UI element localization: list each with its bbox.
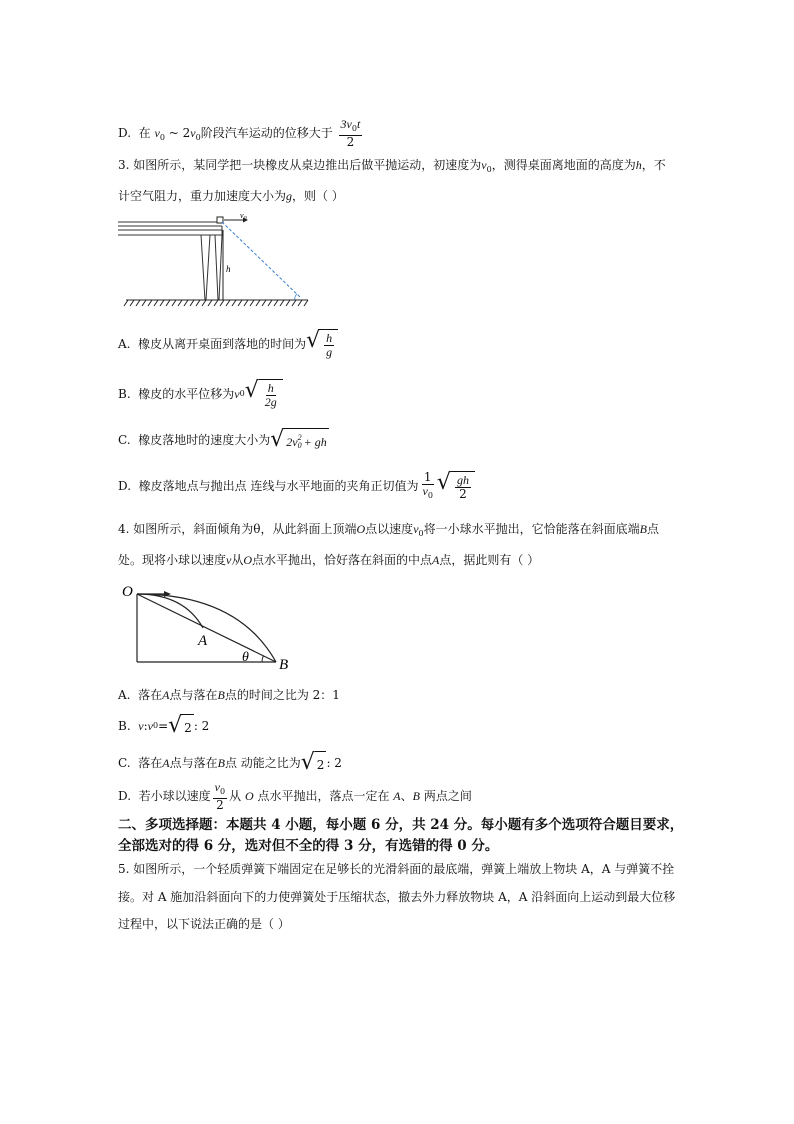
b-label: B (279, 657, 289, 672)
q3-option-a: A. 橡皮从离开桌面到落地的时间为 √ $\frac{h}{g}$ (118, 326, 338, 362)
q4-incline-figure (118, 580, 298, 672)
section-2-heading-line-2: 全部选对的得 6 分，选对但不全的得 3 分，有选错的得 0 分。 (118, 838, 499, 854)
q3-stem-line-2: 计空气阻力，重力加速度大小为g，则（ ） (118, 189, 344, 203)
table (118, 222, 222, 300)
sqrt-expression: √ 2v 2 0 + gh (270, 427, 327, 452)
angle-arc (295, 294, 297, 300)
q4-option-c: C. 落在 A 点与落在 B 点 动能之比为 √ 2 : 2 (118, 750, 342, 775)
section-2-heading-line-1: 二、多项选择题：本题共 4 小题，每小题 6 分，共 24 分。每小题有多个选项符合题目要求， (118, 817, 684, 833)
sqrt-expression: √ 2 (300, 750, 325, 775)
q4-stem-line-1: 4. 如图所示，斜面倾角为θ，从此斜面上顶端O点以速度$v_0$将一小球水平抛出，它恰能落在斜面底端B点 (118, 522, 659, 538)
a-label: A (198, 633, 208, 649)
q5-stem-line-2: 接。对 A 施加沿斜面向下的力使弹簧处于压缩状态，撤去外力释放物块 A，A 沿斜面向上运动到最大位移 (118, 890, 676, 904)
q4-option-b: B. v : v 0 = √ 2 : 2 (118, 713, 210, 738)
q3-option-b: B. 橡皮的水平位移为 v 0 √ $\frac{h}{2g}$ (118, 376, 283, 412)
q3-stem-line-1: 3. 如图所示，某同学把一块橡皮从桌边推出后做平抛运动，初速度为$v_0$，测得桌面离地面的高度为h，不 (118, 158, 666, 174)
sqrt-expression: √ 2 (168, 713, 192, 738)
q4-stem-line-2: 处。现将小球以速度v从O点水平抛出，恰好落在斜面的中点A点，据此则有（ ） (118, 553, 540, 567)
v0-label: $v_0$ (240, 211, 247, 222)
sqrt-expression: √ $\frac{gh}{2}$ (437, 471, 475, 501)
q3-option-c: C. 橡皮落地时的速度大小为 √ 2v 2 0 + gh (118, 427, 327, 452)
ground (124, 300, 308, 306)
sqrt-expression: √ $\frac{h}{2g}$ (245, 379, 283, 409)
q3-option-d: D. 橡皮落地点与抛出点 连线与水平地面的夹角正切值为 $\frac{1}{v_0}$ √ $\frac{gh}{2}$ (118, 466, 475, 506)
theta-arc (262, 656, 264, 663)
o-label: O (122, 584, 133, 600)
trajectory-line (222, 222, 301, 298)
q4-option-d: D. 若小球以速度 $\frac{v_0}{2}$ 从 O 点水平抛出，落点一定在 A 、 B 两点之间 (118, 779, 472, 812)
q3-table-figure (118, 208, 318, 310)
q2-option-d: D. 在 $v_0$ ~ $2v_0$阶段汽车运动的位移大于 $\frac{3v_0t}{2}$ (118, 117, 361, 149)
sqrt-expression: √ $\frac{h}{g}$ (306, 329, 338, 359)
displacement-fraction: $\frac{3v_0t}{2}$ (340, 117, 361, 149)
q5-stem-line-3: 过程中，以下说法正确的是（ ） (118, 917, 290, 931)
q4-option-a: A. 落在A点与落在B点的时间之比为 2：1 (118, 688, 340, 702)
h-label: h (226, 264, 231, 274)
q5-stem-line-1: 5. 如图所示，一个轻质弹簧下端固定在足够长的光滑斜面的最底端，弹簧上端放上物块 A，A 与弹簧不拴 (118, 862, 675, 876)
theta-label: θ (242, 650, 249, 665)
